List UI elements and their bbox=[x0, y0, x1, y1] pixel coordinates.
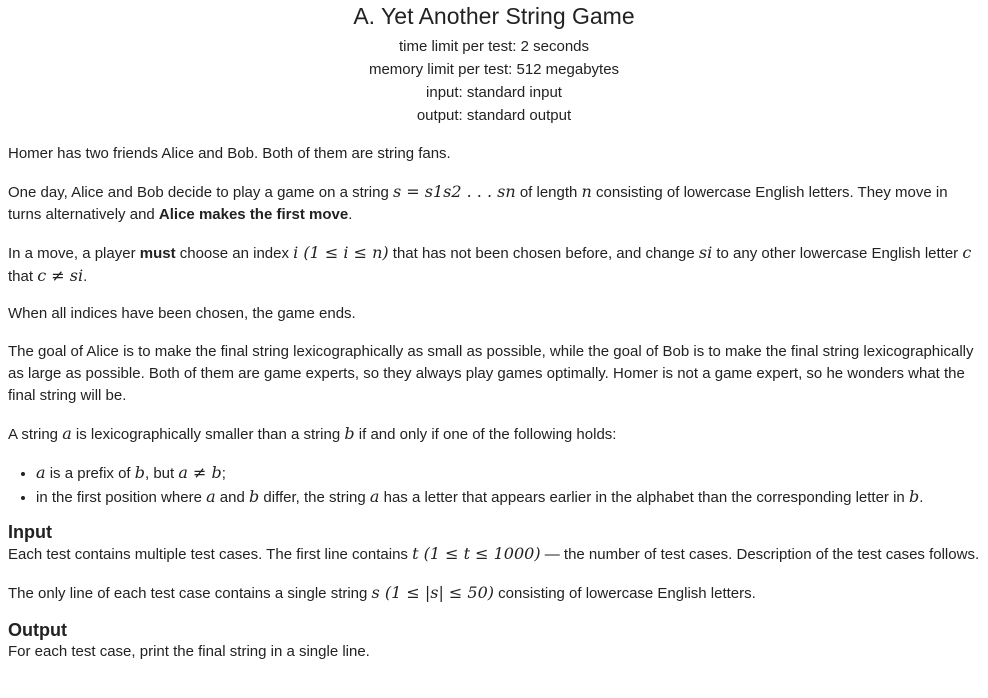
list-item: • in the first position where a and b differ, the string a has a letter that appears earlier in the alphabet than the corresponding letter in b. bbox=[36, 485, 980, 509]
lexicographic-conditions-list bbox=[8, 461, 980, 509]
statement-paragraph-3: In a move, a player must choose an index i (1 ≤ i ≤ n) that has not been chosen before, and change si to any other lowercase English letter c that c ≠ si. bbox=[8, 243, 972, 285]
math-c: c bbox=[962, 243, 972, 262]
input-heading: Input bbox=[8, 522, 52, 542]
statement-paragraph-2: One day, Alice and Bob decide to play a game on a string s = s1s2 . . . sn of length n consisting of lowercase English letters. They move in turns alternatively and Alice makes the first move. bbox=[8, 182, 948, 223]
output-target: output: standard output bbox=[416, 107, 572, 124]
math-string-s: s = s1s2 . . . sn bbox=[392, 182, 516, 201]
math-si: si bbox=[698, 243, 713, 262]
math-b: b bbox=[344, 424, 355, 443]
list-item: • a is a prefix of b, but a ≠ b; bbox=[36, 461, 980, 485]
statement-paragraph-1: Homer has two friends Alice and Bob. Both of them are string fans. bbox=[8, 145, 451, 162]
math-n: n bbox=[581, 182, 592, 201]
math-t-range: t (1 ≤ t ≤ 1000) bbox=[412, 544, 541, 563]
statement-paragraph-4: When all indices have been chosen, the game ends. bbox=[8, 305, 356, 322]
problem-header bbox=[0, 0, 988, 127]
output-heading: Output bbox=[8, 620, 67, 640]
statement-paragraph-5: The goal of Alice is to make the final string lexicographically as small as possible, while the goal of Bob is to make the final string lexicographically as large as possible. Both of them are game experts, so they always play games optimally. Homer is not a game expert, so he wonders what the final string will be. bbox=[8, 343, 974, 404]
math-s-length: s (1 ≤ |s| ≤ 50) bbox=[371, 583, 495, 602]
output-paragraph-1: For each test case, print the final string in a single line. bbox=[8, 643, 370, 660]
time-limit: time limit per test: 2 seconds bbox=[398, 38, 590, 55]
problem-title: A. Yet Another String Game bbox=[353, 3, 635, 29]
math-a: a bbox=[62, 424, 72, 443]
statement-paragraph-6: A string a is lexicographically smaller than a string b if and only if one of the following holds: bbox=[8, 424, 617, 443]
math-index-range: i (1 ≤ i ≤ n) bbox=[293, 243, 389, 262]
input-source: input: standard input bbox=[426, 84, 562, 101]
input-paragraph-1: Each test contains multiple test cases. The first line contains t (1 ≤ t ≤ 1000) — the number of test cases. Description of the test cases follows. bbox=[8, 544, 980, 563]
problem-statement bbox=[0, 143, 988, 663]
alice-first-move: Alice makes the first move bbox=[158, 206, 349, 223]
input-paragraph-2: The only line of each test case contains a single string s (1 ≤ |s| ≤ 50) consisting of lowercase English letters. bbox=[8, 583, 756, 602]
math-c-neq-si: c ≠ si bbox=[37, 266, 84, 285]
must-emphasis: must bbox=[139, 245, 176, 262]
memory-limit: memory limit per test: 512 megabytes bbox=[368, 61, 620, 78]
